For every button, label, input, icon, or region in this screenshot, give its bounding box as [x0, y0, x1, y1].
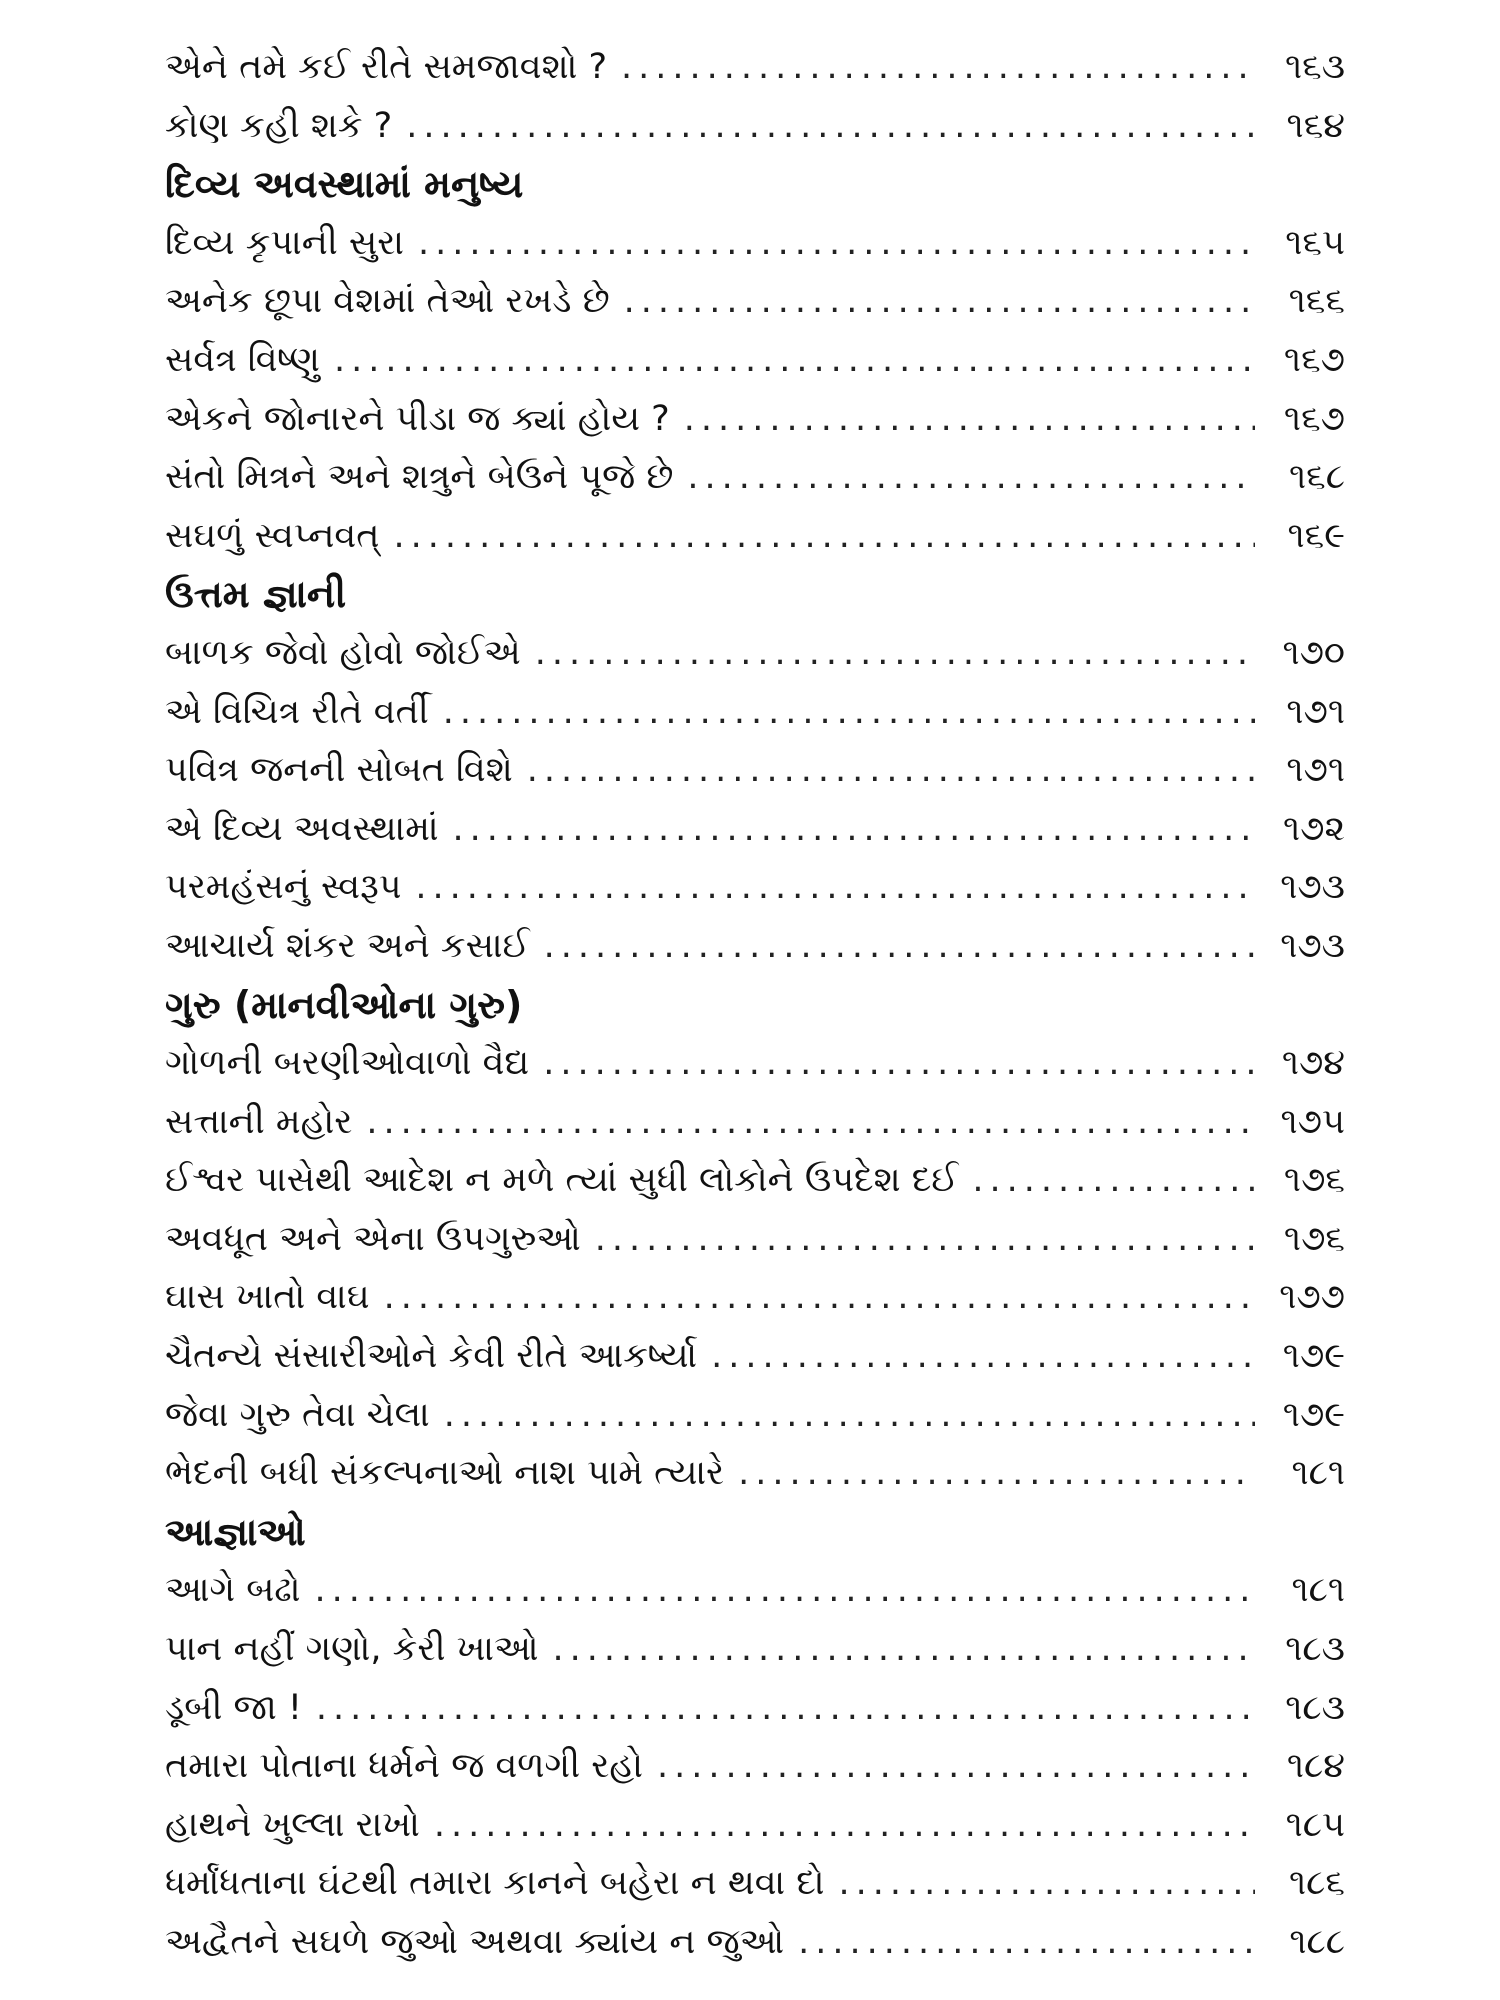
entry-title: આચાર્ય શંકર અને કસાઈ — [165, 925, 530, 966]
toc-entry — [165, 1737, 1345, 1796]
toc-entry — [165, 1034, 1345, 1093]
section-title: ઉત્તમ જ્ઞાની — [165, 572, 347, 617]
entry-page-number: ૧૮૧ — [1291, 1570, 1345, 1611]
entry-title: ચૈતન્યે સંસારીઓને કેવી રીતે આકર્ષ્યા — [165, 1336, 698, 1377]
toc-entry — [165, 1444, 1345, 1503]
dot-leader — [393, 507, 1255, 566]
entry-page-number: ૧૬૯ — [1287, 515, 1345, 556]
entry-page-number: ૧૮૪ — [1286, 1746, 1345, 1787]
entry-page-number: ૧૬૭ — [1283, 398, 1345, 439]
toc-entry — [165, 390, 1345, 449]
toc-entry — [165, 38, 1345, 97]
entry-title: એ વિચિત્ર રીતે વર્તી — [165, 691, 429, 732]
toc-entry — [165, 272, 1345, 331]
table-of-contents — [165, 38, 1345, 1972]
dot-leader — [314, 1561, 1255, 1620]
dot-leader — [839, 1854, 1255, 1913]
entry-title: સર્વત્ર વિષ્ણુ — [165, 339, 320, 380]
dot-leader — [684, 390, 1255, 449]
entry-title: અનેક છૂપા વેશમાં તેઓ રખડે છે — [165, 281, 610, 322]
entry-page-number: ૧૭૪ — [1281, 1043, 1345, 1084]
dot-leader — [406, 97, 1255, 156]
dot-leader — [453, 800, 1255, 859]
dot-leader — [687, 448, 1255, 507]
entry-page-number: ૧૬૩ — [1284, 47, 1345, 87]
entry-title: ભેદની બધી સંકલ્પનાઓ નાશ પામે ત્યારે — [165, 1453, 725, 1494]
toc-entry — [165, 1561, 1345, 1620]
entry-title: એને તમે કઈ રીતે સમજાવશો ? — [165, 47, 608, 87]
entry-title: અવધૂત અને એના ઉપગુરુઓ — [165, 1218, 581, 1259]
toc-entry — [165, 741, 1345, 800]
entry-page-number: ૧૭૩ — [1280, 925, 1345, 966]
dot-leader — [543, 1034, 1255, 1093]
entry-page-number: ૧૭૧ — [1286, 691, 1345, 732]
dot-leader — [415, 858, 1255, 917]
toc-entry — [165, 1620, 1345, 1679]
toc-section-heading — [165, 976, 1345, 1035]
toc-entry — [165, 331, 1345, 390]
dot-leader — [544, 917, 1255, 976]
section-title: દિવ્ય અવસ્થામાં મનુષ્ય — [165, 162, 524, 207]
dot-leader — [552, 1620, 1255, 1679]
entry-page-number: ૧૬૫ — [1285, 222, 1345, 263]
toc-entry — [165, 1913, 1345, 1972]
entry-page-number: ૧૭૧ — [1286, 750, 1345, 791]
dot-leader — [527, 741, 1255, 800]
entry-page-number: ૧૬૭ — [1283, 339, 1345, 380]
entry-page-number: ૧૭૯ — [1282, 1336, 1345, 1377]
entry-title: સત્તાની મહોર — [165, 1101, 353, 1142]
dot-leader — [444, 1386, 1255, 1445]
entry-title: પાન નહીં ગણો, કેરી ખાઓ — [165, 1629, 539, 1670]
dot-leader — [738, 1444, 1255, 1503]
toc-section-heading — [165, 565, 1345, 624]
entry-title: આગે બઢો — [165, 1570, 301, 1611]
entry-title: તમારા પોતાના ધર્મને જ વળગી રહો — [165, 1746, 643, 1787]
entry-title: બાળક જેવો હોવો જોઈએ — [165, 632, 521, 673]
toc-entry — [165, 1093, 1345, 1152]
entry-page-number: ૧૭૬ — [1283, 1160, 1345, 1201]
entry-title: અદ્વૈતને સઘળે જુઓ અથવા ક્યાંય ન જુઓ — [165, 1922, 785, 1962]
dot-leader — [535, 624, 1255, 683]
entry-page-number: ૧૭૫ — [1280, 1101, 1345, 1142]
entry-title: ઈશ્વર પાસેથી આદેશ ન મળે ત્યાં સુધી લોકોને ઉપદેશ દઈ — [165, 1160, 959, 1201]
dot-leader — [798, 1913, 1255, 1972]
entry-page-number: ૧૮૬ — [1288, 1863, 1345, 1904]
entry-title: કોણ કહી શકે ? — [165, 105, 393, 146]
dot-leader — [316, 1679, 1255, 1738]
entry-title: દિવ્ય કૃપાની સુરા — [165, 222, 404, 263]
entry-title: એ દિવ્ય અવસ્થામાં — [165, 808, 439, 849]
toc-entry — [165, 214, 1345, 273]
dot-leader — [434, 1796, 1255, 1855]
dot-leader — [595, 1210, 1255, 1269]
entry-page-number: ૧૭૩ — [1280, 867, 1345, 908]
entry-title: ઘાસ ખાતો વાઘ — [165, 1277, 370, 1318]
toc-entry — [165, 917, 1345, 976]
entry-title: પવિત્ર જનની સોબત વિશે — [165, 750, 513, 791]
toc-section-heading — [165, 1503, 1345, 1562]
toc-entry — [165, 1268, 1345, 1327]
toc-entry — [165, 1796, 1345, 1855]
entry-title: જેવા ગુરુ તેવા ચેલા — [165, 1394, 430, 1435]
dot-leader — [972, 1151, 1255, 1210]
dot-leader — [418, 214, 1255, 273]
entry-page-number: ૧૮૩ — [1285, 1629, 1345, 1670]
toc-entry — [165, 1854, 1345, 1913]
toc-entry — [165, 1386, 1345, 1445]
entry-title: સઘળું સ્વપ્નવત્ — [165, 515, 380, 556]
dot-leader — [621, 38, 1255, 97]
entry-title: સંતો મિત્રને અને શત્રુને બેઉને પૂજે છે — [165, 457, 674, 498]
dot-leader — [366, 1093, 1255, 1152]
entry-page-number: ૧૮૫ — [1285, 1804, 1345, 1845]
entry-title: પરમહંસનું સ્વરૂપ — [165, 867, 402, 908]
dot-leader — [657, 1737, 1255, 1796]
entry-title: હાથને ખુલ્લા રાખો — [165, 1804, 420, 1845]
entry-page-number: ૧૮૧ — [1291, 1453, 1345, 1494]
toc-entry — [165, 858, 1345, 917]
entry-page-number: ૧૭૬ — [1283, 1218, 1345, 1259]
entry-title: ગોળની બરણીઓવાળો વૈદ્ય — [165, 1043, 530, 1084]
dot-leader — [624, 272, 1255, 331]
entry-page-number: ૧૬૮ — [1288, 457, 1345, 498]
entry-page-number: ૧૬૪ — [1286, 105, 1345, 146]
toc-section-heading — [165, 155, 1345, 214]
toc-entry — [165, 800, 1345, 859]
entry-page-number: ૧૭૦ — [1282, 632, 1345, 673]
toc-entry — [165, 1679, 1345, 1738]
dot-leader — [443, 683, 1255, 742]
toc-entry — [165, 624, 1345, 683]
dot-leader — [711, 1327, 1255, 1386]
toc-entry — [165, 1210, 1345, 1269]
section-title: આજ્ઞાઓ — [165, 1509, 306, 1554]
toc-entry — [165, 448, 1345, 507]
entry-page-number: ૧૭૨ — [1282, 808, 1345, 849]
toc-entry — [165, 683, 1345, 742]
dot-leader — [334, 331, 1255, 390]
entry-page-number: ૧૮૩ — [1285, 1687, 1345, 1728]
entry-page-number: ૧૬૬ — [1288, 281, 1345, 322]
dot-leader — [384, 1268, 1255, 1327]
toc-entry — [165, 97, 1345, 156]
entry-page-number: ૧૮૮ — [1289, 1922, 1345, 1962]
entry-page-number: ૧૭૯ — [1282, 1394, 1345, 1435]
entry-page-number: ૧૭૭ — [1279, 1277, 1345, 1318]
toc-entry — [165, 507, 1345, 566]
entry-title: ધર્માંધતાના ઘંટથી તમારા કાનને બહેરા ન થવા દો — [165, 1863, 825, 1904]
toc-entry — [165, 1151, 1345, 1210]
section-title: ગુરુ (માનવીઓના ગુરુ) — [165, 982, 523, 1027]
entry-title: એકને જોનારને પીડા જ ક્યાં હોય ? — [165, 398, 670, 439]
toc-entry — [165, 1327, 1345, 1386]
entry-title: ડૂબી જા ! — [165, 1687, 302, 1728]
